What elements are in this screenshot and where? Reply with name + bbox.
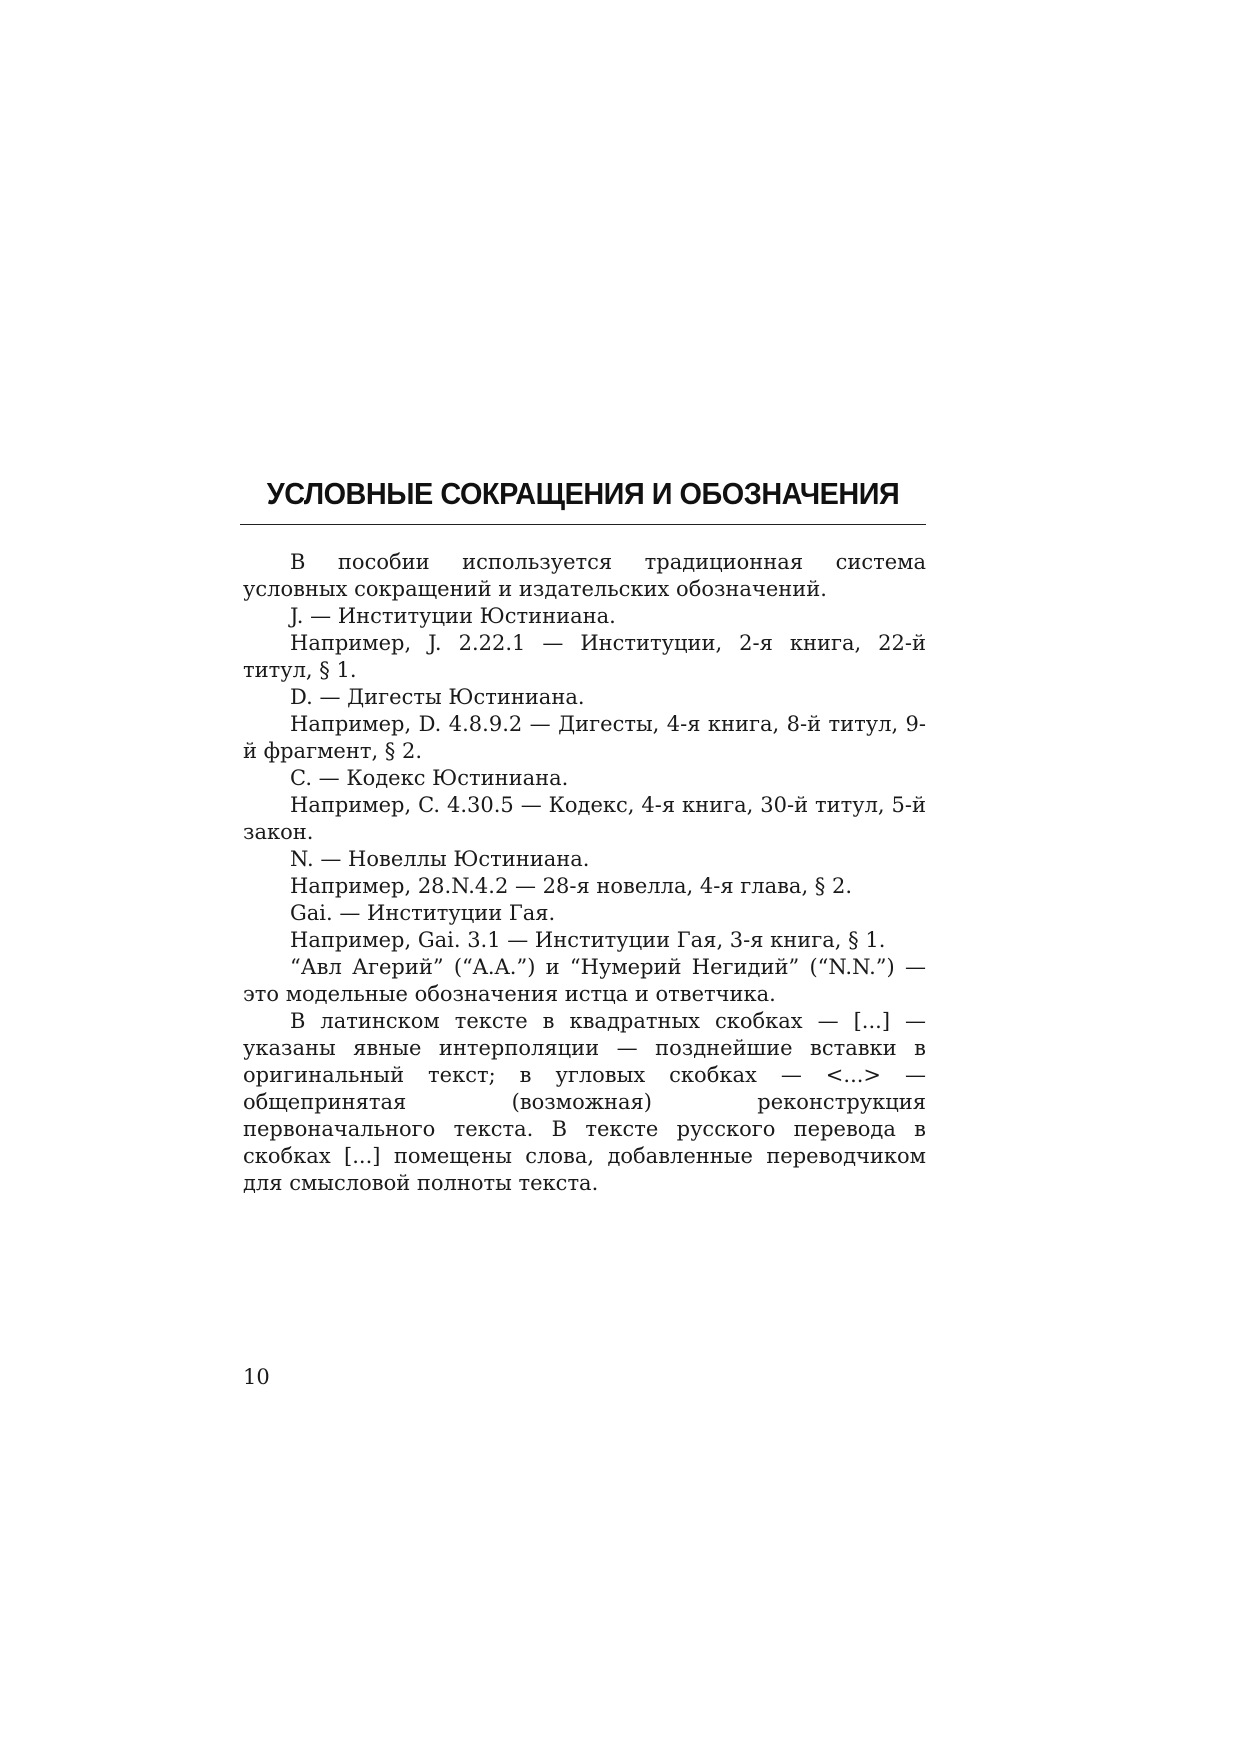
paragraph-abbr-gai: Gai. — Институции Гая. — [290, 901, 556, 925]
paragraph-intro: В пособии используется традиционная система условных сокращений и издательских обозначений. — [243, 550, 926, 601]
paragraph-abbr-d: D. — Дигесты Юстиниана. — [290, 685, 585, 709]
title-underline — [240, 524, 926, 525]
paragraph-model-names: “Авл Агерий” (“A.A.”) и “Нумерий Негидий” (“N.N.”) — это модельные обозначения истца и ответчика. — [243, 955, 926, 1006]
paragraph-abbr-j: J. — Институции Юстиниана. — [290, 604, 616, 628]
paragraph-example-n: Например, 28.N.4.2 — 28-я новелла, 4-я глава, § 2. — [290, 874, 853, 898]
paragraph-example-c: Например, C. 4.30.5 — Кодекс, 4-я книга, 30-й титул, 5-й закон. — [243, 793, 926, 844]
page-title: УСЛОВНЫЕ СОКРАЩЕНИЯ И ОБОЗНАЧЕНИЯ — [266, 476, 900, 511]
paragraph-example-gai: Например, Gai. 3.1 — Институции Гая, 3-я книга, § 1. — [290, 928, 886, 952]
body-text — [243, 549, 926, 1197]
paragraph-abbr-n: N. — Новеллы Юстиниана. — [290, 847, 590, 871]
paragraph-abbr-c: C. — Кодекс Юстиниана. — [290, 766, 569, 790]
paragraph-example-j: Например, J. 2.22.1 — Институции, 2-я книга, 22-й титул, § 1. — [243, 631, 926, 682]
paragraph-brackets: В латинском тексте в квадратных скобках — [...] — указаны явные интерполяции — позднейшие вставки в оригинальный текст; в угловых скобках — <...> — общепринятая (возможная) реконструкция первоначального текста. В тексте русского перевода в скобках [...] помещены слова, добавленные переводчиком для смысловой полноты текста. — [243, 1009, 926, 1195]
paragraph-example-d: Например, D. 4.8.9.2 — Дигесты, 4-я книга, 8-й титул, 9-й фрагмент, § 2. — [243, 712, 926, 763]
page-number: 10 — [243, 1365, 270, 1389]
